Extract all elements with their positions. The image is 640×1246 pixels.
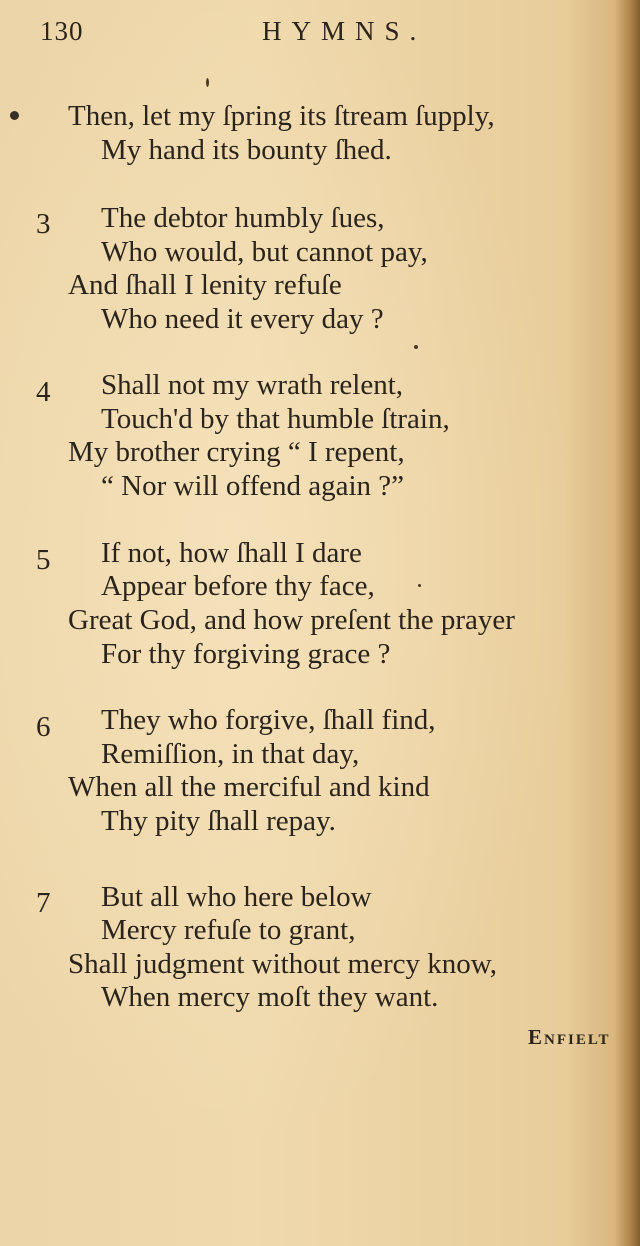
poem-line: Then, let my ſpring its ſtream ſupply,: [68, 100, 495, 132]
verse-number: 7: [36, 887, 51, 919]
poem-line: For thy forgiving grace ?: [101, 638, 391, 670]
poem-line: Great God, and how preſent the prayer: [68, 604, 515, 636]
poem-line: My hand its bounty ſhed.: [101, 134, 392, 166]
poem-line: Remiſſion, in that day,: [101, 738, 360, 770]
poem-line: Thy pity ſhall repay.: [101, 805, 336, 837]
verse-number: 5: [36, 544, 51, 576]
margin-mark-icon: [10, 111, 19, 120]
poem-line: They who forgive, ſhall find,: [101, 704, 436, 736]
page-number: 130: [40, 16, 84, 46]
poem-line: Mercy refuſe to grant,: [101, 914, 356, 946]
poem-line: Shall judgment without mercy know,: [68, 948, 498, 980]
verse-number: 4: [36, 376, 51, 408]
verse-number: 6: [36, 711, 51, 743]
running-head: HYMNS.: [262, 16, 427, 46]
author-signature: Enfielt: [528, 1025, 611, 1049]
ink-speck: [418, 584, 421, 587]
poem-line: “ Nor will offend again ?”: [101, 470, 405, 502]
gutter-shadow: [614, 0, 640, 1246]
ink-speck: [414, 345, 418, 349]
ink-speck: [206, 78, 209, 87]
poem-line: The debtor humbly ſues,: [101, 202, 385, 234]
poem-line: My brother crying “ I repent,: [68, 436, 405, 468]
poem-line: Who would, but cannot pay,: [101, 236, 428, 268]
poem-line: Appear before thy face,: [101, 570, 375, 602]
poem-line: Shall not my wrath relent,: [101, 369, 404, 401]
poem-line: But all who here below: [101, 881, 372, 913]
verse-number: 3: [36, 208, 51, 240]
poem-line: Who need it every day ?: [101, 303, 384, 335]
poem-line: And ſhall I lenity refuſe: [68, 269, 342, 301]
poem-line: If not, how ſhall I dare: [101, 537, 362, 569]
poem-line: When mercy moſt they want.: [101, 981, 439, 1013]
poem-line: When all the merciful and kind: [68, 771, 430, 803]
poem-line: Touch'd by that humble ſtrain,: [101, 403, 450, 435]
